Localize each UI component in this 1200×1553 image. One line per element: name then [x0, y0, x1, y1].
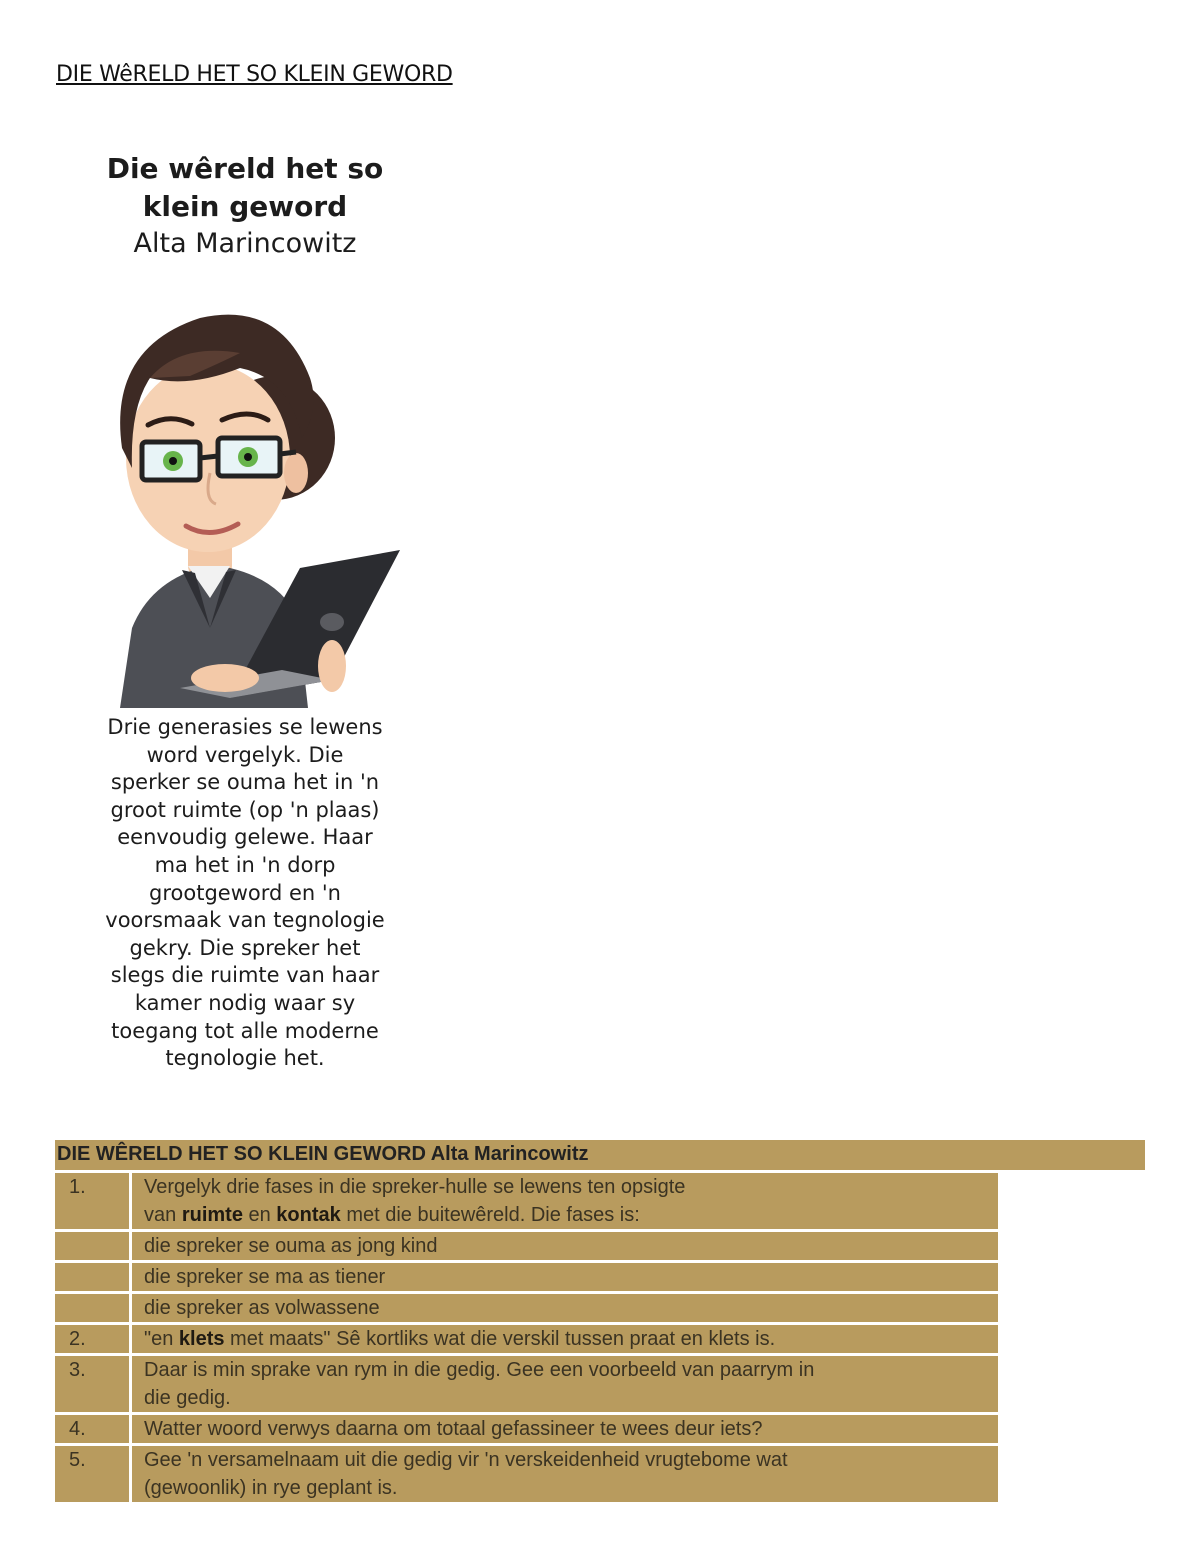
table-row — [55, 1446, 998, 1502]
question-5-line-2: (gewoonlik) in rye geplant is. — [144, 1477, 398, 1499]
question-text — [132, 1446, 998, 1502]
question-text — [132, 1325, 998, 1353]
text-run: met maats" Sê kortliks wat die verskil tussen praat en klets is. — [224, 1328, 776, 1350]
summary-line: grootgeword en 'n — [149, 880, 341, 905]
summary-line: groot ruimte (op 'n plaas) — [110, 797, 380, 822]
cover-author: Alta Marincowitz — [133, 228, 357, 259]
question-number-empty — [55, 1232, 132, 1260]
text-run: van — [144, 1204, 182, 1226]
table-row — [55, 1294, 998, 1322]
phase-text: die spreker se ma as tiener — [132, 1263, 998, 1291]
cover-title-line-2: klein geword — [142, 190, 348, 223]
book-cover — [70, 150, 420, 1073]
question-text: Watter woord verwys daarna om totaal gefassineer te wees deur iets? — [132, 1415, 998, 1443]
keyword-kontak: kontak — [276, 1204, 341, 1226]
table-row — [55, 1173, 998, 1229]
summary-line: sperker se ouma het in 'n — [110, 770, 380, 795]
question-text — [132, 1356, 998, 1412]
table-row — [55, 1325, 998, 1353]
questions-table — [55, 1170, 998, 1505]
question-number: 2. — [55, 1325, 132, 1353]
question-text — [132, 1173, 998, 1229]
summary-line: eenvoudig gelewe. Haar — [117, 825, 373, 850]
question-number: 4. — [55, 1415, 132, 1443]
question-1-line-1: Vergelyk drie fases in die spreker-hulle se lewens ten opsigte — [144, 1176, 686, 1198]
summary-line: tegnologie het. — [165, 1046, 325, 1071]
document-title: DIE WêRELD HET SO KLEIN GEWORD — [56, 62, 453, 87]
question-number: 5. — [55, 1446, 132, 1502]
summary-line: word vergelyk. Die — [146, 742, 344, 767]
phase-text: die spreker se ouma as jong kind — [132, 1232, 998, 1260]
summary-line: slegs die ruimte van haar — [110, 963, 380, 988]
summary-line: kamer nodig waar sy — [134, 990, 356, 1015]
question-number-empty — [55, 1294, 132, 1322]
cover-summary — [70, 714, 420, 1073]
question-5-line-1: Gee 'n versamelnaam uit die gedig vir 'n verskeidenheid vrugtebome wat — [144, 1449, 788, 1471]
keyword-klets: klets — [178, 1328, 225, 1350]
summary-line: Drie generasies se lewens — [107, 715, 383, 739]
cover-title — [70, 150, 420, 226]
keyword-ruimte: ruimte — [181, 1204, 243, 1226]
question-3-line-2: die gedig. — [144, 1387, 231, 1409]
text-run: en — [242, 1204, 277, 1226]
question-number-empty — [55, 1263, 132, 1291]
question-3-line-1: Daar is min sprake van rym in die gedig. Gee een voorbeeld van paarrym in — [144, 1359, 815, 1381]
table-row — [55, 1415, 998, 1443]
question-1-line-2 — [144, 1201, 994, 1229]
table-row — [55, 1356, 998, 1412]
teacher-with-laptop-illustration — [70, 268, 420, 708]
summary-line: voorsmaak van tegnologie — [105, 908, 385, 933]
text-run: met die buitewêreld. Die fases is: — [340, 1204, 640, 1226]
questions-table-heading — [55, 1140, 1145, 1170]
cover-title-line-1: Die wêreld het so — [106, 152, 384, 185]
summary-line: ma het in 'n dorp — [154, 852, 336, 877]
summary-line: toegang tot alle moderne — [111, 1018, 379, 1043]
table-row — [55, 1263, 998, 1291]
table-heading-text: DIE WÊRELD HET SO KLEIN GEWORD Alta Marincowitz — [57, 1143, 589, 1165]
table-row — [55, 1232, 998, 1260]
question-number: 3. — [55, 1356, 132, 1412]
question-number: 1. — [55, 1173, 132, 1229]
summary-line: gekry. Die spreker het — [129, 935, 361, 960]
phase-text: die spreker as volwassene — [132, 1294, 998, 1322]
text-run: "en — [144, 1328, 179, 1350]
